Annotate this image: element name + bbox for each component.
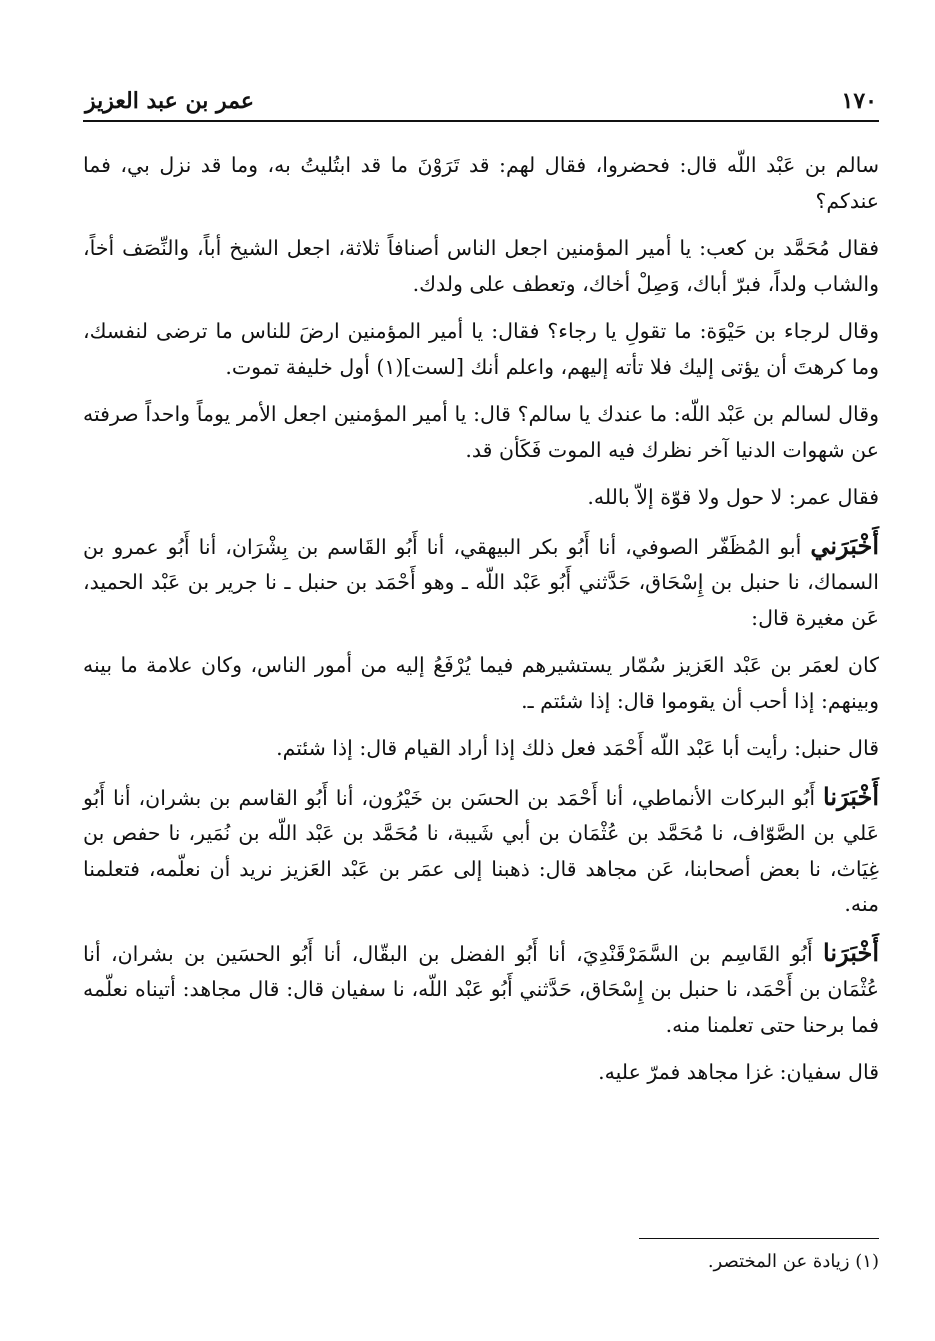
- paragraph-text: فقال مُحَمَّد بن كعب: يا أمير المؤمنين اجعل الناس أصنافاً ثلاثة، اجعل الشيخ أباً، والنِّصَف أخاً، والشاب ولداً، فبرّ أباك، وَصِلْ أخاك، وتعطف على ولدك.: [83, 236, 879, 296]
- paragraph-text: قال سفيان: غزا مجاهد فمرّ عليه.: [598, 1060, 879, 1084]
- paragraph-text: قال حنبل: رأيت أبا عَبْد اللّه أَحْمَد فعل ذلك إذا أراد القيام قال: إذا شئتم.: [276, 736, 879, 760]
- running-title: عمر بن عبد العزيز: [85, 88, 254, 114]
- paragraph: [83, 731, 879, 767]
- paragraph: [83, 648, 879, 719]
- paragraph: [83, 779, 879, 923]
- paragraph-text: سالم بن عَبْد اللّه قال: فحضروا، فقال لهم: قد تَرَوْنَ ما قد ابتُليتُ به، وما قد نزل بي، فما عندكم؟: [83, 153, 879, 213]
- paragraph: [83, 480, 879, 516]
- paragraph-text: كان لعمَر بن عَبْد العَزيز سُمّار يستشيرهم فيما يُرْفَعُ إليه من أمور الناس، وكان علامة ما بينه وبينهم: إذا أحب أن يقوموا قال: إذا شئتم ـ.: [83, 653, 879, 713]
- isnad-keyword: أَخْبَرَنا: [823, 937, 879, 967]
- footnote-divider: [639, 1238, 879, 1239]
- paragraph: [83, 935, 879, 1044]
- paragraph-text: أبو المُظَفّر الصوفي، أنا أَبُو بكر البيهقي، أنا أَبُو القَاسم بن بِشْرَان، أنا أَبُو عمرو بن السماك، نا حنبل بن إِسْحَاق، حَدَّثني أَبُو عَبْد اللّه ـ وهو أَحْمَد بن حنبل ـ نا جرير بن عَبْد الحميد، عَن مغيرة قال:: [83, 534, 879, 630]
- paragraph-text: وقال لرجاء بن حَيْوَة: ما تقولِ يا رجاء؟ فقال: يا أمير المؤمنين ارضَ للناس ما ترضى لنفسك، وما كرهتَ أن يؤتى إليك فلا تأته إليهم، واعلم أنك [لست](١) أول خليفة تموت.: [83, 319, 879, 379]
- page-header: [83, 86, 879, 122]
- paragraph: [83, 1055, 879, 1091]
- main-text: [83, 148, 879, 1103]
- paragraph-text: وقال لسالم بن عَبْد اللّه: ما عندك يا سالم؟ قال: يا أمير المؤمنين اجعل الأمر يوماً واحداً صرفته عن شهوات الدنيا آخر نظرك فيه الموت فَكَأن قد.: [83, 402, 879, 462]
- paragraph: [83, 231, 879, 302]
- footnote: (١) زيادة عن المختصر.: [707, 1251, 879, 1272]
- paragraph-text: فقال عمر: لا حول ولا قوّة إلاّ بالله.: [587, 485, 879, 509]
- paragraph: [83, 148, 879, 219]
- isnad-keyword: أَخْبَرَنا: [823, 781, 879, 811]
- paragraph-text: أَبُو البركات الأنماطي، أنا أَحْمَد بن الحسَن بن خَيْرُون، أنا أَبُو القاسم بن بشران، أنا أَبُو عَلي بن الصَّوّاف، نا مُحَمَّد بن عُثْمَان بن أبي شَيبة، نا مُحَمَّد بن عَبْد اللّه بن نُمَير، نا حفص بن غِيَاث، نا بعض أصحابنا، عَن مجاهد قال: ذهبنا إلى عمَر بن عَبْد العَزيز نريد أن نعلّمه، فتعلمنا منه.: [83, 785, 879, 916]
- isnad-keyword: أَخْبَرَني: [810, 530, 879, 560]
- paragraph: [83, 528, 879, 637]
- paragraph: [83, 314, 879, 385]
- paragraph-text: أَبُو القَاسِم بن السَّمَرْقَنْدِيَ، أنا أَبُو الفضل بن البقّال، أنا أَبُو الحسَين بن بشران، أنا عُثْمَان بن أَحْمَد، نا حنبل بن إِسْحَاق، حَدَّثني أَبُو عَبْد اللّه، نا سفيان قال: قال مجاهد: أتيناه نعلّمه فما برحنا حتى تعلمنا منه.: [83, 941, 879, 1037]
- paragraph: [83, 397, 879, 468]
- page-number: ١٧٠: [841, 88, 877, 114]
